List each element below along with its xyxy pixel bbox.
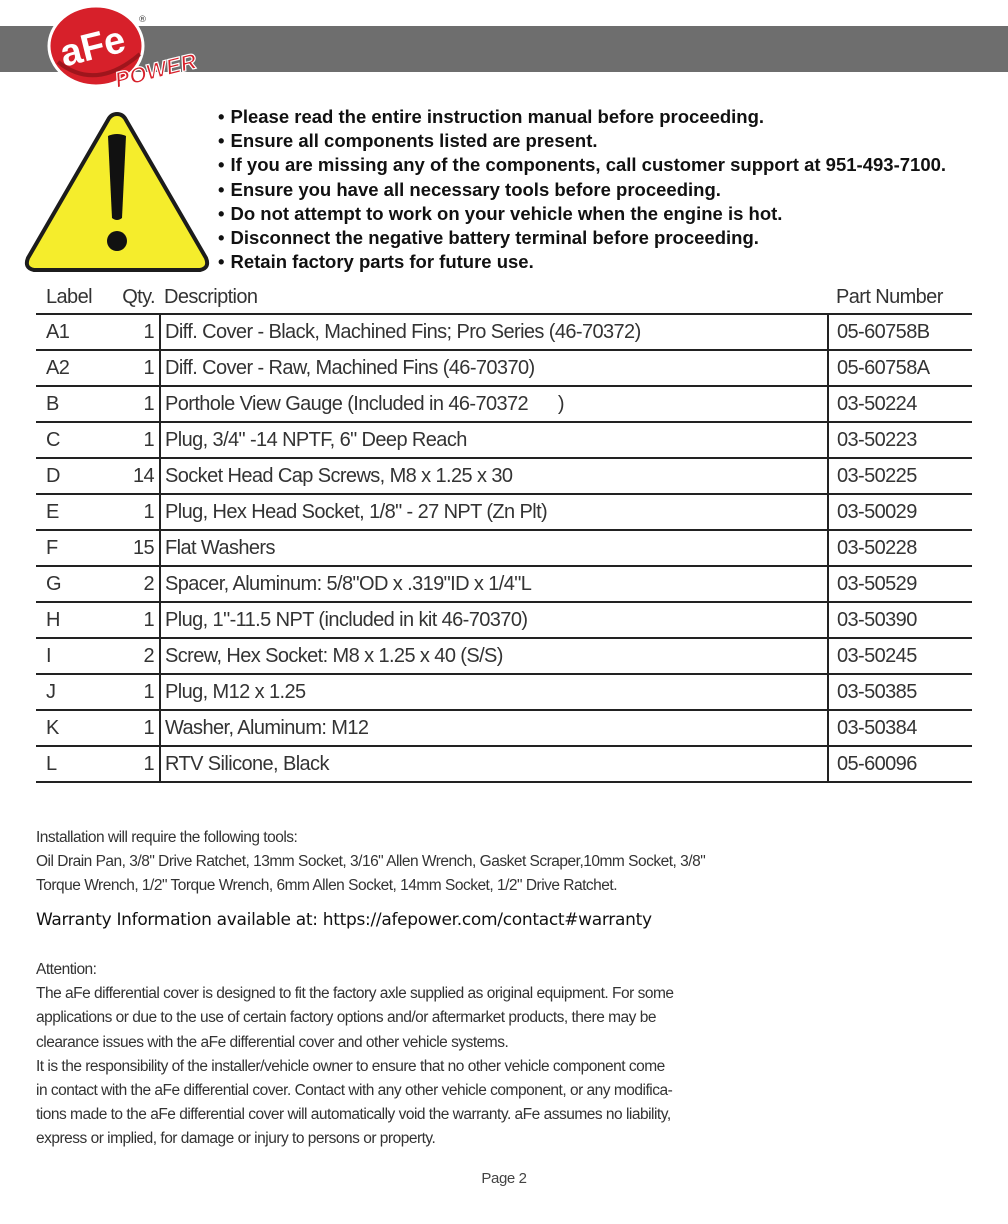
row-label: G: [36, 566, 108, 602]
attention-line: applications or due to the use of certain factory options and/or aftermarket products, there may be: [36, 1009, 656, 1027]
row-label: B: [36, 386, 108, 422]
table-row: [36, 710, 972, 746]
row-description: Spacer, Aluminum: 5/8"OD x .319"ID x 1/4"L: [160, 566, 828, 602]
row-label: E: [36, 494, 108, 530]
row-part-number: 03-50225: [828, 458, 972, 494]
safety-note: • Please read the entire instruction manual before proceeding.: [218, 105, 946, 129]
row-part-number: 03-50029: [828, 494, 972, 530]
safety-note: • Retain factory parts for future use.: [218, 250, 946, 274]
afe-power-logo: [44, 2, 204, 98]
tools-list-line: Oil Drain Pan, 3/8" Drive Ratchet, 13mm Socket, 3/16" Allen Wrench, Gasket Scraper,10mm Socket, 3/8": [36, 853, 706, 870]
table-row: [36, 530, 972, 566]
safety-note: • Ensure you have all necessary tools before proceeding.: [218, 178, 946, 202]
attention-line: tions made to the aFe differential cover will automatically void the warranty. aFe assumes no liability,: [36, 1106, 671, 1124]
row-label: L: [36, 746, 108, 782]
header-label: Label: [36, 282, 108, 314]
parts-table: [36, 282, 972, 783]
attention-line: express or implied, for damage or injury to persons or property.: [36, 1130, 436, 1148]
row-part-number: 03-50224: [828, 386, 972, 422]
row-part-number: 03-50385: [828, 674, 972, 710]
row-qty: 1: [108, 386, 160, 422]
row-qty: 14: [108, 458, 160, 494]
header-part-number: Part Number: [828, 282, 972, 314]
tools-list-line: Torque Wrench, 1/2" Torque Wrench, 6mm Allen Socket, 14mm Socket, 1/2" Drive Ratchet.: [36, 877, 618, 894]
safety-note: • Disconnect the negative battery terminal before proceeding.: [218, 226, 946, 250]
attention-line: clearance issues with the aFe differential cover and other vehicle systems.: [36, 1033, 509, 1051]
row-qty: 1: [108, 350, 160, 386]
row-description: Plug, M12 x 1.25: [160, 674, 828, 710]
tools-intro: Installation will require the following tools:: [36, 829, 298, 846]
required-tools: [36, 826, 796, 898]
row-description: Screw, Hex Socket: M8 x 1.25 x 40 (S/S): [160, 638, 828, 674]
row-qty: 1: [108, 422, 160, 458]
warranty-info: Warranty Information available at: https://afepower.com/contact#warranty: [36, 910, 652, 930]
row-description: Socket Head Cap Screws, M8 x 1.25 x 30: [160, 458, 828, 494]
table-row: [36, 638, 972, 674]
row-qty: 1: [108, 674, 160, 710]
row-label: H: [36, 602, 108, 638]
row-qty: 1: [108, 746, 160, 782]
table-row: [36, 422, 972, 458]
row-part-number: 03-50228: [828, 530, 972, 566]
attention-heading: Attention:: [36, 961, 97, 978]
logo-registered-mark: ®: [138, 15, 147, 25]
row-description: Plug, 1"-11.5 NPT (included in kit 46-70370): [160, 602, 828, 638]
row-label: J: [36, 674, 108, 710]
row-part-number: 03-50223: [828, 422, 972, 458]
attention-line: It is the responsibility of the installer/vehicle owner to ensure that no other vehicle component come: [36, 1057, 665, 1075]
row-description: Porthole View Gauge (Included in 46-70372 ): [160, 386, 828, 422]
row-qty: 1: [108, 710, 160, 746]
row-part-number: 05-60758B: [828, 314, 972, 350]
row-description: RTV Silicone, Black: [160, 746, 828, 782]
safety-note: • Do not attempt to work on your vehicle when the engine is hot.: [218, 202, 946, 226]
row-description: Washer, Aluminum: M12: [160, 710, 828, 746]
logo-primary-text: aFe: [55, 18, 130, 76]
row-qty: 1: [108, 494, 160, 530]
safety-note: • If you are missing any of the components, call customer support at 951-493-7100.: [218, 153, 946, 177]
row-label: F: [36, 530, 108, 566]
table-row: [36, 602, 972, 638]
row-part-number: 03-50384: [828, 710, 972, 746]
row-description: Plug, Hex Head Socket, 1/8" - 27 NPT (Zn Plt): [160, 494, 828, 530]
row-description: Plug, 3/4" -14 NPTF, 6" Deep Reach: [160, 422, 828, 458]
attention-line: The aFe differential cover is designed to fit the factory axle supplied as original equipment. For some: [36, 985, 674, 1003]
safety-notes-list: [218, 105, 946, 274]
row-part-number: 05-60096: [828, 746, 972, 782]
row-label: C: [36, 422, 108, 458]
row-label: D: [36, 458, 108, 494]
row-label: K: [36, 710, 108, 746]
row-description: Diff. Cover - Black, Machined Fins; Pro Series (46-70372): [160, 314, 828, 350]
parts-table-header-row: [36, 282, 972, 314]
header-qty: Qty.: [108, 282, 160, 314]
row-part-number: 03-50529: [828, 566, 972, 602]
row-qty: 2: [108, 638, 160, 674]
row-label: A2: [36, 350, 108, 386]
table-row: [36, 494, 972, 530]
header-description: Description: [160, 282, 828, 314]
safety-note: • Ensure all components listed are present.: [218, 129, 946, 153]
row-description: Diff. Cover - Raw, Machined Fins (46-70370): [160, 350, 828, 386]
table-row: [36, 458, 972, 494]
table-row: [36, 314, 972, 350]
row-part-number: 03-50390: [828, 602, 972, 638]
row-label: A1: [36, 314, 108, 350]
row-description: Flat Washers: [160, 530, 828, 566]
warning-triangle-icon: [22, 108, 212, 274]
logo-secondary-text: POWER: [112, 48, 199, 93]
row-qty: 2: [108, 566, 160, 602]
table-row: [36, 674, 972, 710]
row-label: I: [36, 638, 108, 674]
row-qty: 1: [108, 314, 160, 350]
row-qty: 1: [108, 602, 160, 638]
table-row: [36, 566, 972, 602]
table-row: [36, 386, 972, 422]
row-part-number: 03-50245: [828, 638, 972, 674]
row-qty: 15: [108, 530, 160, 566]
table-row: [36, 746, 972, 782]
attention-line: in contact with the aFe differential cover. Contact with any other vehicle component, or any modifica-: [36, 1082, 673, 1100]
table-row: [36, 350, 972, 386]
attention-notice: [36, 958, 736, 1152]
row-part-number: 05-60758A: [828, 350, 972, 386]
page-number: Page 2: [481, 1170, 527, 1187]
